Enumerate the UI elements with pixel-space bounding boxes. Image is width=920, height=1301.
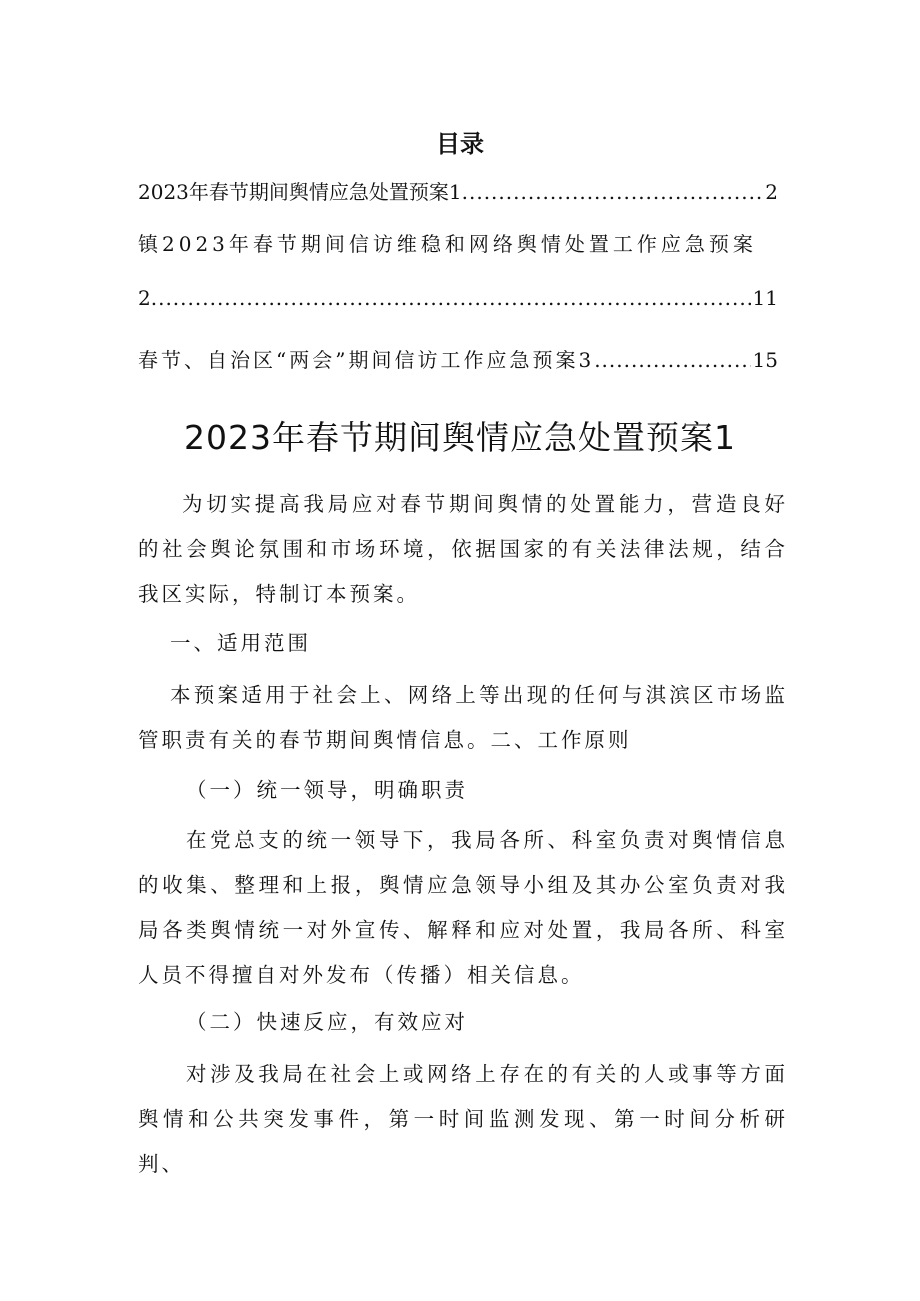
toc-entry-text: 春节、自治区“两会”期间信访工作应急预案3	[138, 348, 595, 372]
toc-entry-text: 2	[138, 286, 151, 310]
toc-page-number: 15	[752, 348, 778, 372]
toc-entry-2-continued[interactable]	[138, 284, 778, 312]
section-heading-scope: 一、适用范围	[170, 631, 311, 655]
toc-page-number: 2	[765, 180, 778, 204]
document-title: 2023年春节期间舆情应急处置预案1	[184, 418, 736, 457]
toc-page-number: 11	[752, 286, 778, 310]
paragraph-leadership: 在党总支的统一领导下，我局各所、科室负责对舆情信息的收集、整理和上报，舆情应急领导小组及其办公室负责对我局各类舆情统一对外宣传、解释和应对处置，我局各所、科室人员不得擅自对外发布（传播）相关信息。	[138, 828, 788, 987]
toc-entry-3[interactable]	[138, 346, 778, 374]
toc-leader-dots	[151, 284, 751, 312]
subheading-unified-leadership: （一）统一领导，明确职责	[186, 778, 468, 802]
paragraph-intro: 为切实提高我局应对春节期间舆情的处置能力，营造良好的社会舆论氛围和市场环境，依据国家的有关法律法规，结合我区实际，特制订本预案。	[138, 492, 788, 606]
paragraph-response: 对涉及我局在社会上或网络上存在的有关的人或事等方面舆情和公共突发事件，第一时间监测发现、第一时间分析研判、	[138, 1062, 788, 1176]
paragraph-scope: 本预案适用于社会上、网络上等出现的任何与淇滨区市场监管职责有关的春节期间舆情信息。二、工作原则	[138, 683, 788, 752]
toc-entry-text: 2023年春节期间舆情应急处置预案1	[138, 180, 462, 204]
toc-leader-dots	[594, 346, 750, 374]
subheading-rapid-response: （二）快速反应，有效应对	[186, 1010, 468, 1034]
toc-entry-text: 镇2023年春节期间信访维稳和网络舆情处置工作应急预案	[138, 232, 757, 256]
toc-entry-1[interactable]	[138, 178, 778, 206]
toc-title: 目录	[436, 130, 484, 158]
toc-entry-2[interactable]	[138, 230, 778, 258]
toc-leader-dots	[462, 178, 764, 206]
